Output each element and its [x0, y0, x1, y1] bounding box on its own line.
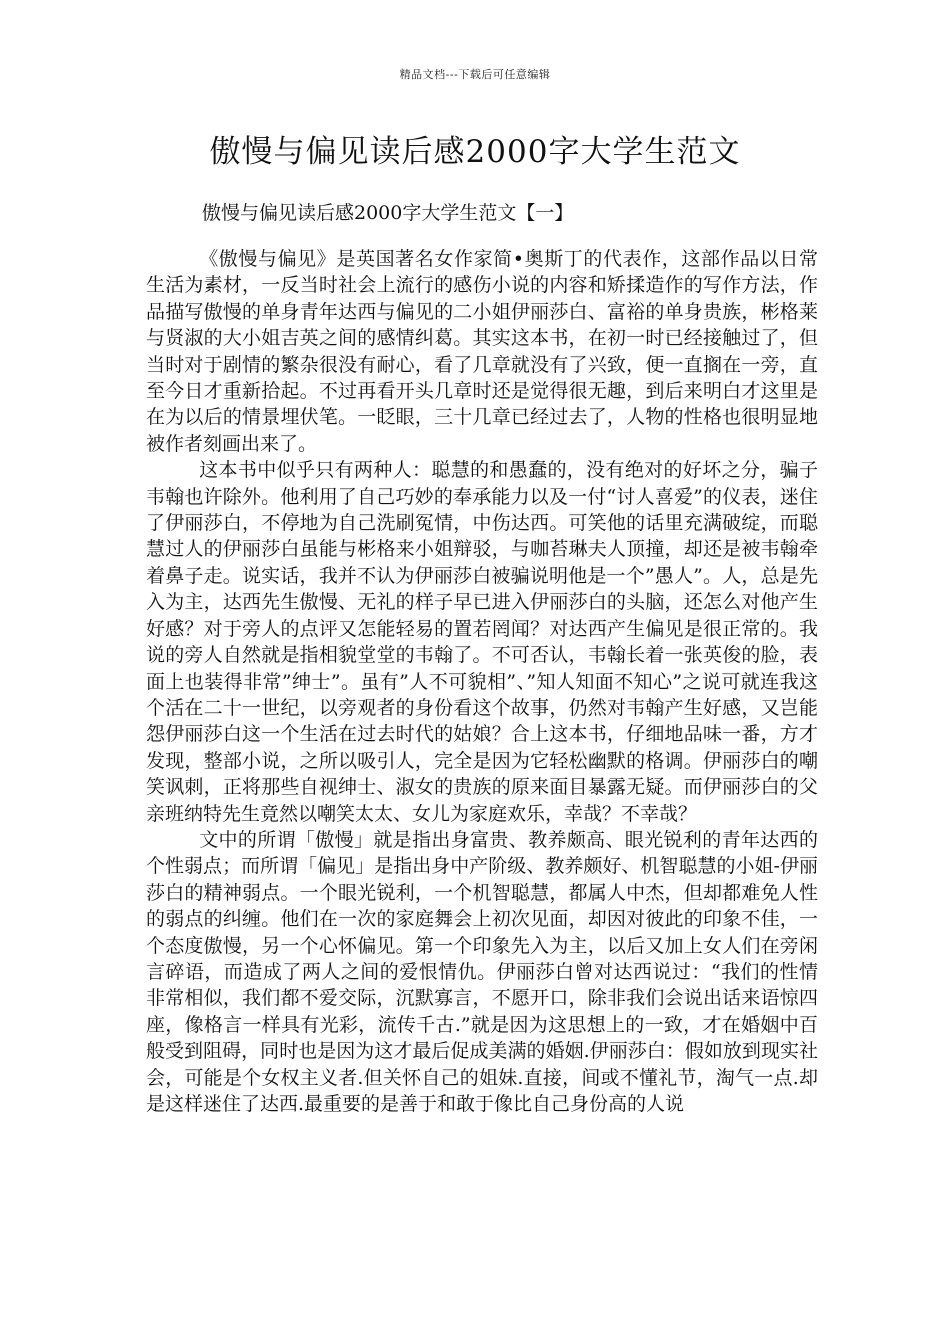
document-title: 傲慢与偏见读后感2000字大学生范文 — [209, 134, 741, 170]
header-note: 精品文档---下载后可任意编辑 — [399, 68, 551, 81]
body-text — [146, 246, 818, 1117]
paragraph: 文中的所谓「傲慢」就是指出身富贵、教养颇高、眼光锐利的青年达西的个性弱点；而所谓「偏见」是指出身中产阶级、教养颇好、机智聪慧的小姐-伊丽莎白的精神弱点。一个眼光锐利，一个机智聪慧，都属人中杰，但却都难免人性的弱点的纠缠。他们在一次的家庭舞会上初次见面，却因对彼此的印象不佳，一个态度傲慢，另一个心怀偏见。第一个印象先入为主，以后又加上女人们在旁闲言碎语，而造成了两人之间的爱恨情仇。伊丽莎白曾对达西说过：“我们的性情非常相似，我们都不爱交际，沉默寡言，不愿开口，除非我们会说出话来语惊四座，像格言一样具有光彩，流传千古.”就是因为这思想上的一致，才在婚姻中百般受到阻碍，同时也是因为这才最后促成美满的婚姻.伊丽莎白：假如放到现实社会，可能是个女权主义者.但关怀自己的姐妹.直接，间或不懂礼节，淘气一点.却是这样迷住了达西.最重要的是善于和敢于像比自己身份高的人说 — [146, 828, 818, 1115]
paragraph: 《傲慢与偏见》是英国著名女作家简•奥斯丁的代表作，这部作品以日常生活为素材，一反当时社会上流行的感伤小说的内容和矫揉造作的写作方法，作品描写傲慢的单身青年达西与偏见的二小姐伊丽莎白、富裕的单身贵族，彬格莱与贤淑的大小姐吉英之间的感情纠葛。其实这本书，在初一时已经接触过了，但当时对于剧情的繁杂很没有耐心，看了几章就没有了兴致，便一直搁在一旁，直至今日才重新拾起。不过再看开头几章时还是觉得很无趣，到后来明白才这里是在为以后的情景埋伏笔。一眨眼，三十几章已经过去了，人物的性格也很明显地被作者刻画出来了。 — [146, 248, 818, 455]
paragraph: 这本书中似乎只有两种人：聪慧的和愚蠢的，没有绝对的好坏之分，骗子韦翰也许除外。他利用了自己巧妙的奉承能力以及一付“讨人喜爱”的仪表，迷住了伊丽莎白，不停地为自己洗刷冤情，中伤达西。可笑他的话里充满破绽，而聪慧过人的伊丽莎白虽能与彬格来小姐辩驳，与咖苔琳夫人顶撞，却还是被韦翰牵着鼻子走。说实话，我并不认为伊丽莎白被骗说明他是一个”愚人”。人，总是先入为主，达西先生傲慢、无礼的样子早已进入伊丽莎白的头脑，还怎么对他产生好感？对于旁人的点评又怎能轻易的置若罔闻？对达西产生偏见是很正常的。我说的旁人自然就是指相貌堂堂的韦翰了。不可否认，韦翰长着一张英俊的脸，表面上也装得非常”绅士”。虽有”人不可貌相”、”知人知面不知心”之说可就连我这个活在二十一世纪，以旁观者的身份看这个故事，仍然对韦翰产生好感，又岂能怨伊丽莎白这一个生活在过去时代的姑娘？合上这本书，仔细地品味一番，方才发现，整部小说，之所以吸引人，完全是因为它轻松幽默的格调。伊丽莎白的嘲笑讽刺，正将那些自视绅士、淑女的贵族的原来面目暴露无疑。而伊丽莎白的父亲班纳特先生竟然以嘲笑太太、女儿为家庭欢乐，幸哉？不幸哉？ — [146, 459, 818, 825]
section-heading: 傲慢与偏见读后感2000字大学生范文【一】 — [202, 202, 574, 224]
